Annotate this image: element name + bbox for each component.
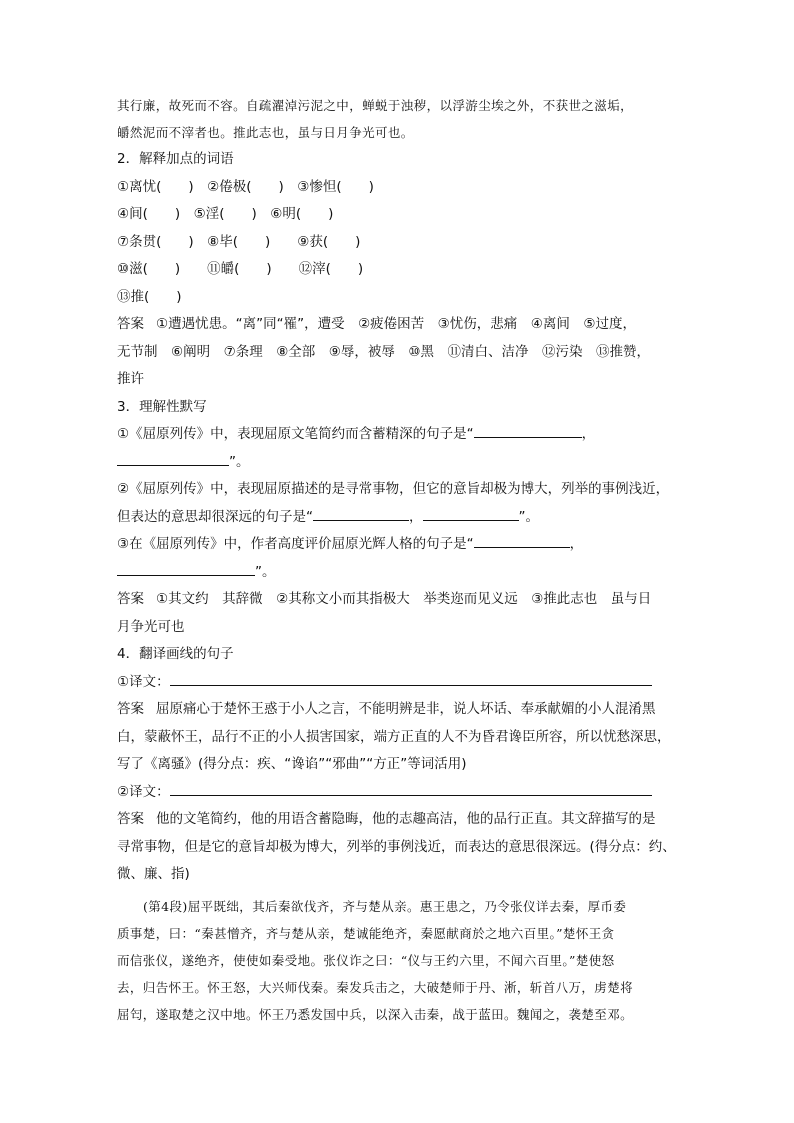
context-passage-top [117,92,677,146]
question-line: ③在《屈原列传》中，作者高度评价屈原光辉人格的句子是“ ， [117,531,677,559]
fill-blank[interactable] [474,533,570,548]
answer-label: 答案 [117,811,144,827]
section-heading: 4．翻译画线的句子 [117,646,234,662]
answer-line: 答案 ①其文约 其辞微 ②其称文小而其指极大 举类迩而见义远 ③推此志也 虽与日 [117,591,652,607]
section-heading: 3．理解性默写 [117,398,207,415]
fill-blank[interactable] [117,451,229,466]
answer-line: 白，蒙蔽怀王，品行不正的小人损害国家，端方正直的人不为昏君谗臣所容，所以忧愁深思， [117,728,671,745]
context-line: 质事楚，曰：“秦甚憎齐，齐与楚从亲，楚诚能绝齐，秦愿献商於之地六百里。”楚怀王贪 [117,925,615,941]
answer-line: 月争光可也 [117,618,185,635]
answer-line: 答案 屈原痛心于楚怀王惑于小人之言，不能明辨是非，说人坏话、奉承献媚的小人混淆黑 [117,701,656,717]
context-line: 而信张仪，遂绝齐，使使如秦受地。张仪诈之曰：“仪与王约六里，不闻六百里。”楚使怒 [117,952,615,968]
fill-blank[interactable] [423,506,519,521]
word-row: ⑬推( ) [117,288,182,305]
question-line: ②《屈原列传》中，表现屈原描述的是寻常事物，但它的意旨却极为博大，列举的事例浅近， [117,481,670,497]
section-4 [117,641,677,889]
word-row: ④间( ) ⑤淫( ) ⑥明( ) [117,206,334,222]
answer-line: 无节制 ⑥阐明 ⑦条理 ⑧全部 ⑨辱，被辱 ⑩黑 ⑪清白、洁净 ⑫污染 ⑬推赞， [117,343,651,360]
translation-blank[interactable] [170,671,652,686]
translation-line: ②译文： [117,779,677,807]
document-page [117,92,677,1028]
answer-line: 微、廉、指) [117,866,190,882]
question-line: 但表达的意思却很深远的句子是“ ， ”。 [117,504,677,532]
context-line: 去，归告怀王。怀王怒，大兴师伐秦。秦发兵击之，大破楚师于丹、淅，斩首八万，虏楚将 [117,979,634,995]
answer-line: 寻常事物，但是它的意旨却极为博大，列举的事例浅近，而表达的意思很深远。(得分点：约、 [117,838,676,855]
answer-label: 答案 [117,701,144,717]
answer-label: 答案 [117,591,144,607]
answer-line: 推许 [117,371,144,387]
section-3 [117,394,677,642]
word-row: ①离忧( ) ②倦极( ) ③惨怛( ) [117,178,374,195]
translation-line: ①译文： [117,669,677,697]
section-2 [117,146,677,394]
word-row: ⑦条贯( ) ⑧毕( ) ⑨获( ) [117,233,361,250]
fill-blank[interactable] [474,423,582,438]
question-line: ”。 [117,559,677,587]
context-line: 屈匄，遂取楚之汉中地。怀王乃悉发国中兵，以深入击秦，战于蓝田。魏闻之，袭楚至邓。 [117,1006,634,1022]
question-line: ①《屈原列传》中，表现屈原文笔简约而含蓄精深的句子是“ ， [117,421,677,449]
translation-blank[interactable] [170,781,652,796]
section-heading: 2．解释加点的词语 [117,151,234,167]
fill-blank[interactable] [313,506,409,521]
fill-blank[interactable] [117,561,255,576]
answer-line: 写了《离骚》(得分点：疾、“谗谄”“邪曲”“方正”等词活用) [117,756,467,772]
answer-label: 答案 [117,316,144,332]
answer-line: 答案 他的文笔简约，他的用语含蓄隐晦，他的志趣高洁，他的品行正直。其文辞描写的是 [117,811,656,827]
question-line: ”。 [117,449,677,477]
context-line: 其行廉，故死而不容。自疏濯淖污泥之中，蝉蜕于浊秽，以浮游尘埃之外，不获世之滋垢， [117,98,634,113]
context-line: (第4段)屈平既绌，其后秦欲伐齐，齐与楚从亲。惠王患之，乃令张仪详去秦，厚币委 [143,898,627,914]
answer-line: 答案 ①遭遇忧患。“离”同“罹”，遭受 ②疲倦困苦 ③忧伤，悲痛 ④离间 ⑤过度， [117,316,636,332]
context-passage-bottom [117,893,677,1028]
context-line: 皭然泥而不滓者也。推此志也，虽与日月争光可也。 [117,125,414,140]
word-row: ⑩滋( ) ⑪皭( ) ⑫滓( ) [117,261,364,277]
